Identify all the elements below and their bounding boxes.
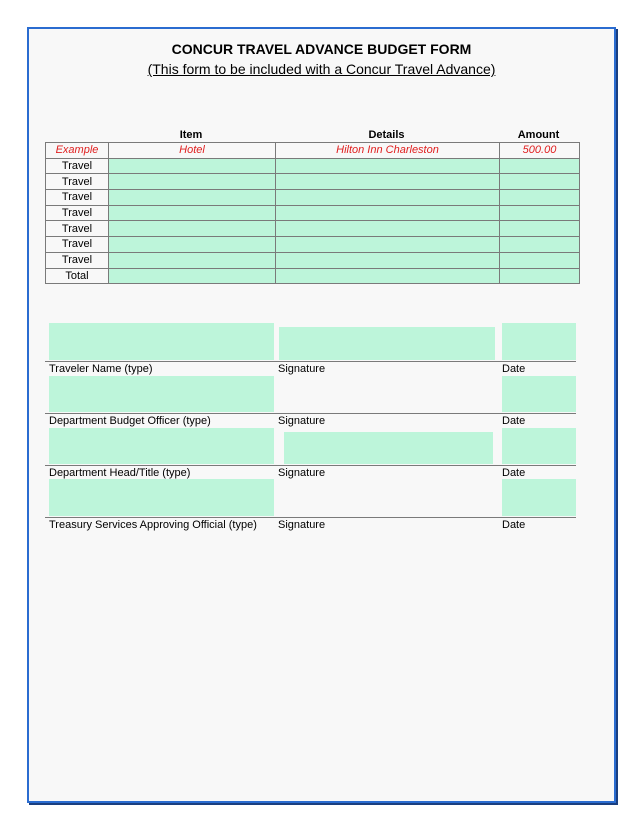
item-input[interactable] [109,221,276,237]
treasury-date-field[interactable] [502,479,576,516]
treasury-name-label: Treasury Services Approving Official (type) [49,519,257,531]
table-row [46,237,580,253]
signature-label: Signature [278,519,326,531]
budget-officer-name-label: Department Budget Officer (type) [49,415,211,427]
form-page [27,27,616,803]
example-row [46,143,580,159]
table-row [46,205,580,221]
date-label: Date [502,363,526,375]
details-input[interactable] [276,252,500,268]
header-item: Item [179,129,203,141]
divider [45,361,576,362]
example-amount: 500.00 [500,143,580,159]
table-row [46,190,580,206]
item-input[interactable] [109,190,276,206]
amount-input[interactable] [500,237,580,253]
details-input[interactable] [276,190,500,206]
details-input[interactable] [276,237,500,253]
item-input[interactable] [109,158,276,174]
form-title: CONCUR TRAVEL ADVANCE BUDGET FORM [171,41,472,57]
total-details-input[interactable] [276,268,500,284]
example-details: Hilton Inn Charleston [276,143,500,159]
divider [45,517,576,518]
row-label: Travel [46,190,109,206]
amount-input[interactable] [500,205,580,221]
details-input[interactable] [276,221,500,237]
date-label: Date [502,467,526,479]
date-label: Date [502,415,526,427]
row-label: Travel [46,252,109,268]
traveler-name-label: Traveler Name (type) [49,363,153,375]
department-head-name-label: Department Head/Title (type) [49,467,191,479]
total-row [46,268,580,284]
amount-input[interactable] [500,252,580,268]
department-head-signature-field[interactable] [284,432,493,464]
traveler-date-field[interactable] [502,323,576,360]
table-row [46,252,580,268]
item-input[interactable] [109,174,276,190]
amount-input[interactable] [500,158,580,174]
item-input[interactable] [109,205,276,221]
budget-table [45,142,580,284]
budget-officer-date-field[interactable] [502,376,576,412]
row-label: Travel [46,205,109,221]
total-item-input[interactable] [109,268,276,284]
details-input[interactable] [276,158,500,174]
budget-officer-name-field[interactable] [49,376,274,412]
amount-input[interactable] [500,174,580,190]
header-details: Details [368,129,405,141]
item-input[interactable] [109,252,276,268]
item-input[interactable] [109,237,276,253]
table-row [46,174,580,190]
row-label: Travel [46,158,109,174]
row-label: Travel [46,221,109,237]
header-amount: Amount [517,129,560,141]
table-row [46,158,580,174]
table-row [46,221,580,237]
row-label: Travel [46,174,109,190]
treasury-name-field[interactable] [49,479,274,516]
total-label: Total [46,268,109,284]
row-label: Travel [46,237,109,253]
signature-label: Signature [278,363,326,375]
signature-label: Signature [278,467,326,479]
amount-input[interactable] [500,190,580,206]
date-label: Date [502,519,526,531]
example-item: Hotel [109,143,276,159]
total-amount-input[interactable] [500,268,580,284]
details-input[interactable] [276,174,500,190]
divider [45,465,576,466]
traveler-name-field[interactable] [49,323,274,360]
signature-label: Signature [278,415,326,427]
form-subtitle: (This form to be included with a Concur Travel Advance) [147,61,496,77]
example-label: Example [46,143,109,159]
details-input[interactable] [276,205,500,221]
amount-input[interactable] [500,221,580,237]
divider [45,413,576,414]
department-head-date-field[interactable] [502,428,576,464]
department-head-name-field[interactable] [49,428,274,464]
traveler-signature-field[interactable] [279,327,495,360]
